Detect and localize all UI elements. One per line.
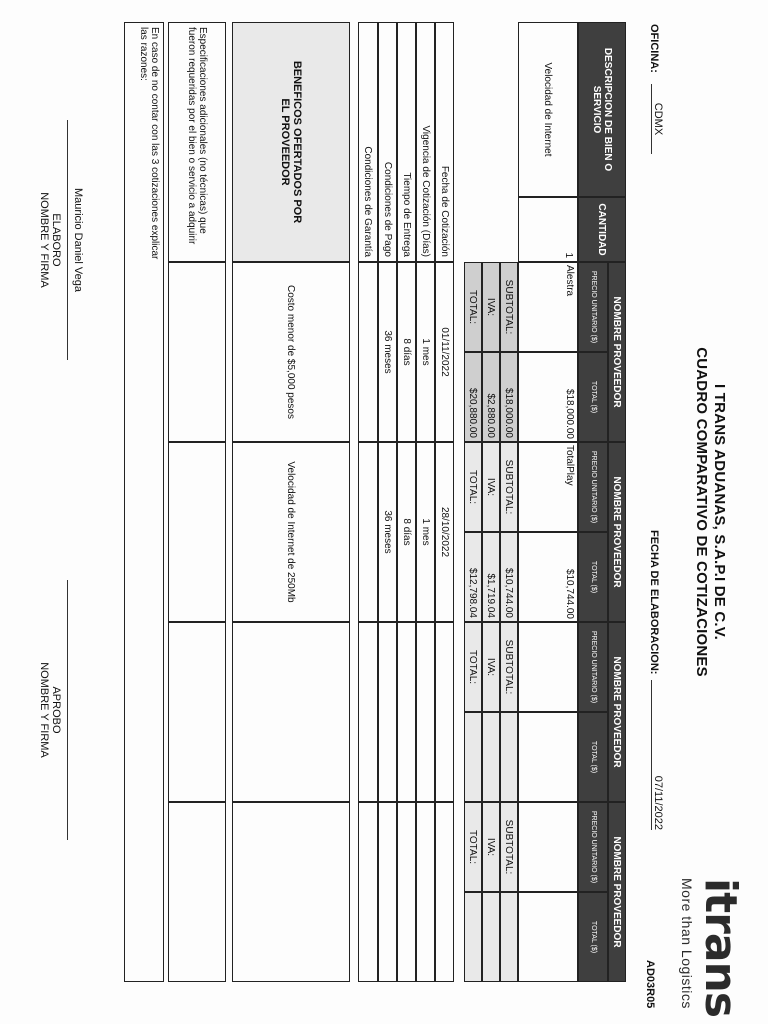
p2-subtotal-label: SUBTOTAL: xyxy=(500,442,518,532)
p4-pago xyxy=(378,802,397,982)
elaboro-signer: Mauricio Daniel Vega xyxy=(72,188,84,292)
header-precio-unitario-1: PRECIO UNITARIO ($) xyxy=(578,262,608,352)
p2-garantia xyxy=(358,442,378,622)
razones-box xyxy=(124,22,164,982)
cond-label-fecha: Fecha de Cotización xyxy=(435,22,454,262)
p1-grand-total: $20,880.00 xyxy=(464,352,482,442)
fecha-label: FECHA DE ELABORACION: xyxy=(648,530,660,675)
p3-fecha xyxy=(435,622,454,802)
provider-2-name: TotalPlay xyxy=(518,442,578,532)
p2-beneficios: Velocidad de Internet de 250Mb xyxy=(232,442,350,622)
p3-tiempo xyxy=(397,622,416,802)
p4-especificaciones xyxy=(168,802,226,982)
p1-subtotal-label: SUBTOTAL: xyxy=(500,262,518,352)
p2-iva: $1,719.04 xyxy=(482,532,500,622)
p2-grand-total: $12,798.04 xyxy=(464,532,482,622)
p3-subtotal-label: SUBTOTAL: xyxy=(500,622,518,712)
header-proveedor-3: NOMBRE PROVEEDOR xyxy=(608,622,626,802)
p4-total-label: TOTAL: xyxy=(464,802,482,892)
header-total-1: TOTAL ($) xyxy=(578,352,608,442)
p2-fecha: 28/10/2022 xyxy=(435,442,454,622)
header-precio-unitario-3: PRECIO UNITARIO ($) xyxy=(578,622,608,712)
razones-label: En caso de no contar con las 3 cotizaciones explicar las razones: xyxy=(138,27,160,260)
provider-4-name xyxy=(518,802,578,892)
p3-beneficios xyxy=(232,622,350,802)
p2-subtotal: $10,744.00 xyxy=(500,532,518,622)
p4-garantia xyxy=(358,802,378,982)
cond-label-vigencia: Vigencia de Cotización (Días) xyxy=(416,22,435,262)
beneficios-label: BENEFICOS OFERTADOS POR EL PROVEEDOR xyxy=(232,22,350,262)
header-total-2: TOTAL ($) xyxy=(578,532,608,622)
p1-total-label: TOTAL: xyxy=(464,262,482,352)
p1-subtotal: $18,000.00 xyxy=(500,352,518,442)
header-precio-unitario-4: PRECIO UNITARIO ($) xyxy=(578,802,608,892)
p2-pago: 36 meses xyxy=(378,442,397,622)
cond-label-tiempo: Tiempo de Entrega xyxy=(397,22,416,262)
cond-label-pago: Condiciones de Pago xyxy=(378,22,397,262)
provider-3-name xyxy=(518,622,578,712)
p3-subtotal xyxy=(500,712,518,802)
provider-1-name: Alestra xyxy=(518,262,578,352)
p4-fecha xyxy=(435,802,454,982)
p4-vigencia xyxy=(416,802,435,982)
p4-iva-label: IVA: xyxy=(482,802,500,892)
elaboro-line xyxy=(67,120,68,360)
p3-pago xyxy=(378,622,397,802)
p2-vigencia: 1 mes xyxy=(416,442,435,622)
p1-vigencia: 1 mes xyxy=(416,262,435,442)
document-title: CUADRO COMPARATIVO DE COTIZACIONES xyxy=(693,347,710,677)
provider-2-total: $10,744.00 xyxy=(518,532,578,622)
p3-iva xyxy=(482,712,500,802)
p3-iva-label: IVA: xyxy=(482,622,500,712)
aprobo-label: APROBO xyxy=(50,686,62,734)
p3-vigencia xyxy=(416,622,435,802)
p4-iva xyxy=(482,892,500,982)
header-description: DESCRIPCION DE BIEN O SERVICIO xyxy=(578,22,626,197)
logo-tagline: More than Logistics xyxy=(679,878,695,1009)
p1-pago: 36 meses xyxy=(378,262,397,442)
conditions-block xyxy=(358,22,454,982)
p3-total-label: TOTAL: xyxy=(464,622,482,712)
elaboro-label: ELABORO xyxy=(50,213,62,267)
provider-1-total: $18,000.00 xyxy=(518,352,578,442)
company-name: I TRANS ADUANAS, S.A.P.I DE C.V. xyxy=(711,384,728,640)
p4-subtotal xyxy=(500,892,518,982)
p3-grand-total xyxy=(464,712,482,802)
header-total-4: TOTAL ($) xyxy=(578,892,608,982)
p4-tiempo xyxy=(397,802,416,982)
oficina-value: CDMX xyxy=(651,84,664,154)
p3-especificaciones xyxy=(168,622,226,802)
aprobo-sub: NOMBRE Y FIRMA xyxy=(38,662,50,758)
header-proveedor-4: NOMBRE PROVEEDOR xyxy=(608,802,626,982)
p2-tiempo: 8 días xyxy=(397,442,416,622)
p1-garantia xyxy=(358,262,378,442)
header-proveedor-1: NOMBRE PROVEEDOR xyxy=(608,262,626,442)
itrans-logo xyxy=(679,878,746,1018)
p4-beneficios xyxy=(232,802,350,982)
especificaciones-label: Especificaciones adicionales (no técnicas) que fueron requeridas por el bien o servicio a adquirir xyxy=(168,22,226,262)
header-proveedor-2: NOMBRE PROVEEDOR xyxy=(608,442,626,622)
p2-especificaciones xyxy=(168,442,226,622)
item-quantity: 1 xyxy=(518,197,578,262)
fecha-value: 07/11/2022 xyxy=(651,680,664,830)
provider-4-total xyxy=(518,892,578,982)
p1-iva-label: IVA: xyxy=(482,262,500,352)
cond-label-garantia: Condiciones de Garantía xyxy=(358,22,378,262)
oficina-label: OFICINA: xyxy=(648,24,660,73)
header-cantidad: CANTIDAD xyxy=(578,197,626,262)
logo-wordmark: itrans xyxy=(695,878,746,1018)
p1-beneficios: Costo menor de $5,000 pesos xyxy=(232,262,350,442)
p1-especificaciones xyxy=(168,262,226,442)
p3-garantia xyxy=(358,622,378,802)
provider-3-total xyxy=(518,712,578,802)
document-code: AD03R05 xyxy=(644,960,656,1009)
p1-iva: $2,880.00 xyxy=(482,352,500,442)
header-total-3: TOTAL ($) xyxy=(578,712,608,802)
p1-tiempo: 8 días xyxy=(397,262,416,442)
header-precio-unitario-2: PRECIO UNITARIO ($) xyxy=(578,442,608,532)
item-description: Velocidad de Internet xyxy=(518,22,578,197)
aprobo-line xyxy=(67,580,68,840)
p1-fecha: 01/11/2022 xyxy=(435,262,454,442)
p4-grand-total xyxy=(464,892,482,982)
p2-total-label: TOTAL: xyxy=(464,442,482,532)
elaboro-sub: NOMBRE Y FIRMA xyxy=(38,192,50,288)
p2-iva-label: IVA: xyxy=(482,442,500,532)
p4-subtotal-label: SUBTOTAL: xyxy=(500,802,518,892)
